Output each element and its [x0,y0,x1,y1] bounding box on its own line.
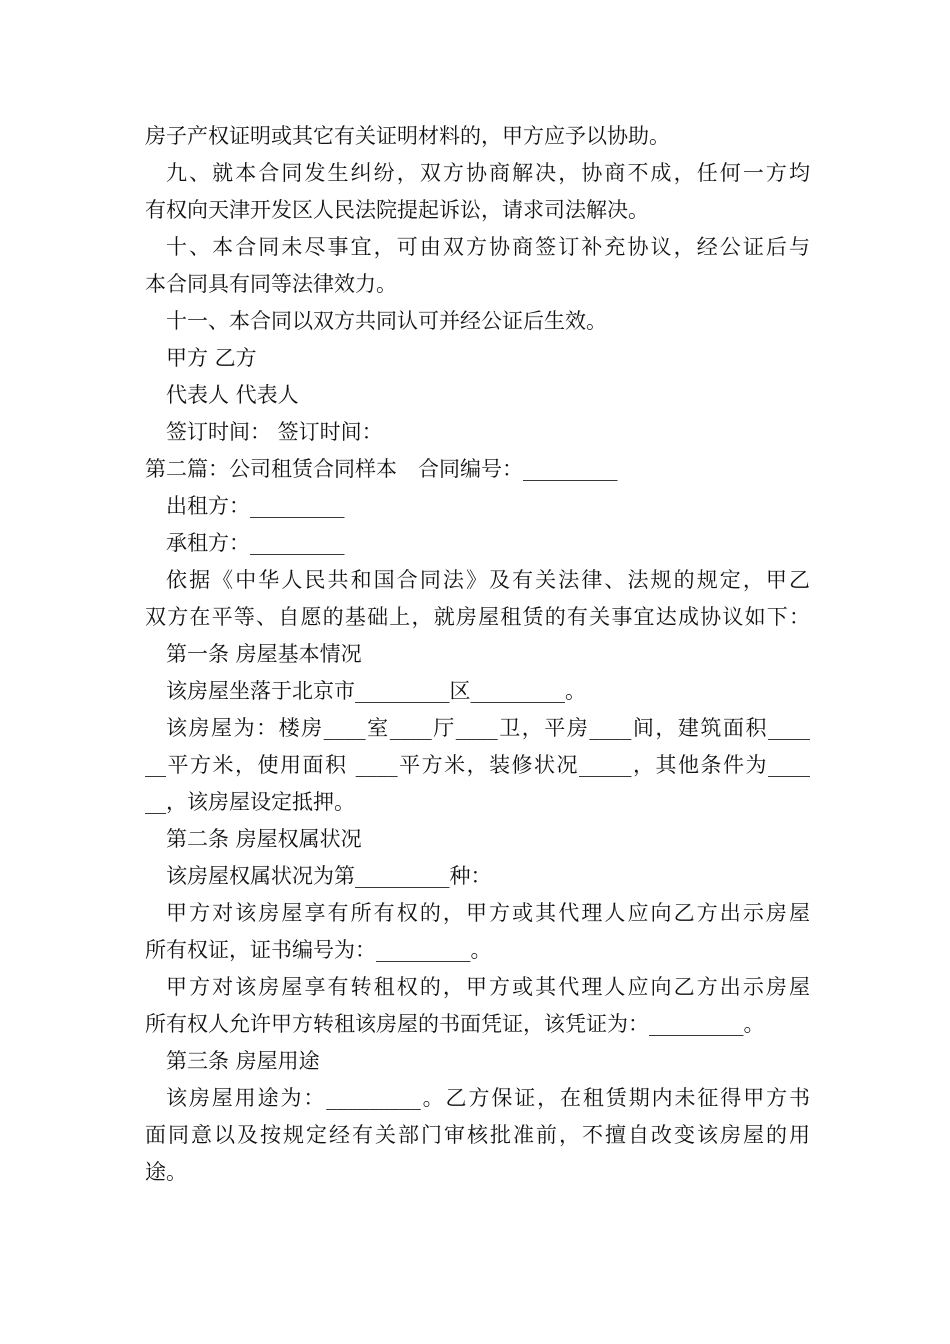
text-line: 该房屋坐落于北京市_________区_________。 [166,679,586,703]
article-heading: 第三条 房屋用途 [166,1049,320,1073]
text-line: 十一、本合同以双方共同认可并经公证后生效。 [166,309,607,333]
text-line: 本合同具有同等法律效力。 [145,272,397,296]
text-line: 甲方对该房屋享有所有权的，甲方或其代理人应向乙方出示房屋 [166,901,810,925]
signature-party-line: 甲方 乙方 [166,346,257,370]
text-line: __平方米，使用面积 ____平方米，装修状况_____，其他条件为____ [145,753,810,777]
text-line: 十、本合同未尽事宜，可由双方协商签订补充协议，经公证后与 [166,235,810,259]
document-body [145,118,810,1191]
text-line: __，该房屋设定抵押。 [145,790,355,814]
text-line: 该房屋权属状况为第_________种： [166,864,492,888]
text-line: 甲方对该房屋享有转租权的，甲方或其代理人应向乙方出示房屋 [166,975,810,999]
signature-date-line: 签订时间： 签订时间： [166,420,383,444]
text-line: 九、就本合同发生纠纷，双方协商解决，协商不成，任何一方均 [166,161,810,185]
text-line: 有权向天津开发区人民法院提起诉讼，请求司法解决。 [145,198,649,222]
article-heading: 第一条 房屋基本情况 [166,642,362,666]
section-heading: 第二篇：公司租赁合同样本 合同编号：_________ [145,457,618,481]
lessor-line: 出租方：_________ [166,494,345,518]
text-line: 途。 [145,1160,187,1184]
lessee-line: 承租方：_________ [166,531,345,555]
text-line: 所有权证，证书编号为：_________。 [145,938,492,962]
article-heading: 第二条 房屋权属状况 [166,827,362,851]
text-line: 面同意以及按规定经有关部门审核批准前，不擅自改变该房屋的用 [145,1123,810,1147]
signature-representative-line: 代表人 代表人 [166,383,299,407]
text-line: 双方在平等、自愿的基础上，就房屋租赁的有关事宜达成协议如下： [145,605,810,629]
text-line: 该房屋为：楼房____室____厅____卫，平房____间，建筑面积____ [166,716,810,740]
text-line: 房子产权证明或其它有关证明材料的，甲方应予以协助。 [145,124,670,148]
text-line: 依据《中华人民共和国合同法》及有关法律、法规的规定，甲乙 [166,568,810,592]
text-line: 该房屋用途为：_________。乙方保证，在租赁期内未征得甲方书 [166,1086,810,1110]
text-line: 所有权人允许甲方转租该房屋的书面凭证，该凭证为：_________。 [145,1012,765,1036]
